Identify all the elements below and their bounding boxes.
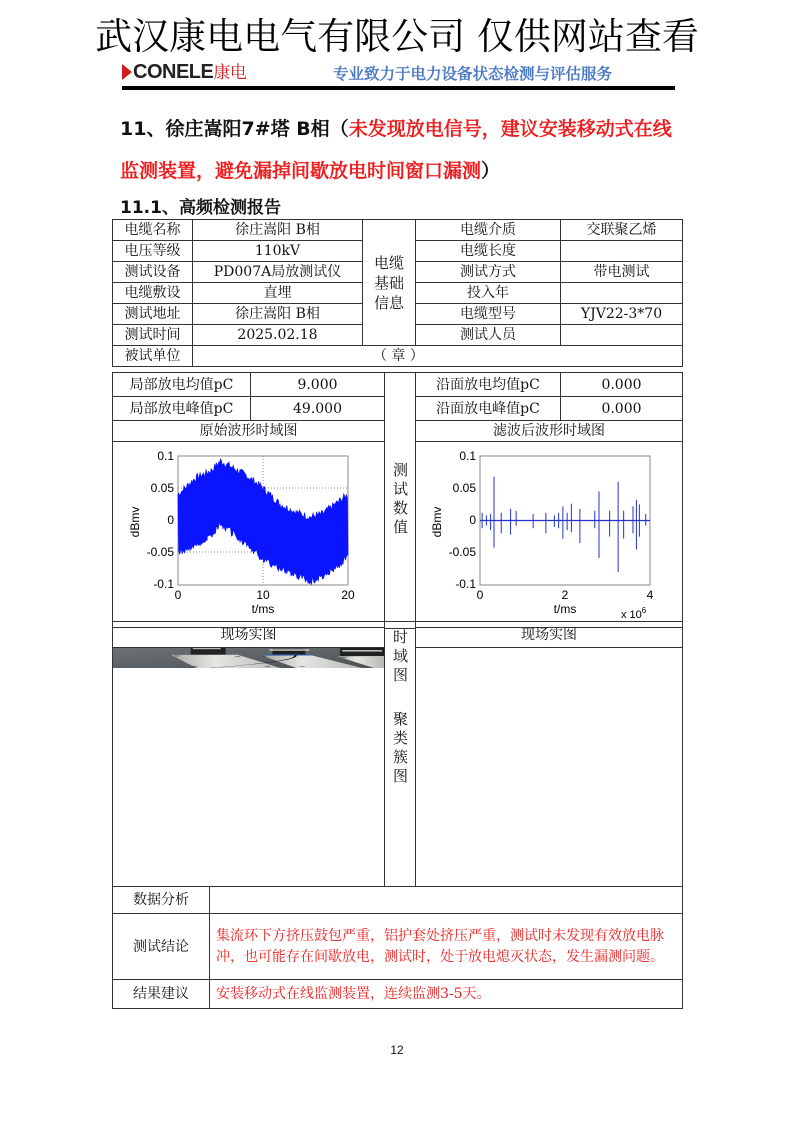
label-surface-peak: 沿面放电峰值pC bbox=[416, 397, 561, 421]
y-axis-label: dBmv bbox=[127, 506, 142, 538]
svg-text:0.05: 0.05 bbox=[452, 481, 476, 495]
value-data-analysis bbox=[210, 887, 683, 914]
value-cable-length bbox=[561, 241, 683, 262]
group-label: 电缆基础信息 bbox=[373, 253, 404, 312]
svg-text:-0.05: -0.05 bbox=[448, 545, 476, 559]
svg-text:0: 0 bbox=[166, 513, 174, 527]
left-chart-cell bbox=[113, 442, 385, 628]
group-label-cell bbox=[363, 220, 416, 346]
value-pd-mean: 9.000 bbox=[251, 373, 385, 397]
svg-text:-0.1: -0.1 bbox=[152, 577, 174, 591]
raw-waveform-chart bbox=[114, 442, 384, 622]
label-tested-unit: 被试单位 bbox=[113, 346, 193, 367]
x-tick-labels bbox=[477, 588, 654, 602]
label-pd-peak: 局部放电峰值pC bbox=[113, 397, 251, 421]
test-values-table bbox=[112, 372, 683, 629]
section-title-end: ） bbox=[481, 160, 501, 182]
middle-label-cluster: 聚类簇图 bbox=[391, 711, 409, 787]
logo-triangle-icon bbox=[122, 64, 132, 80]
value-laying: 直埋 bbox=[193, 283, 363, 304]
label-test-time: 测试时间 bbox=[113, 325, 193, 346]
header-rule bbox=[122, 86, 675, 90]
svg-text:0.05: 0.05 bbox=[150, 481, 174, 495]
label-cable-length: 电缆长度 bbox=[416, 241, 561, 262]
company-logo bbox=[122, 58, 246, 84]
svg-text:2: 2 bbox=[561, 588, 569, 602]
svg-text:-0.1: -0.1 bbox=[455, 577, 476, 591]
label-conclusion: 测试结论 bbox=[113, 914, 210, 980]
y-tick-labels bbox=[146, 449, 174, 591]
right-chart-cell bbox=[416, 442, 683, 628]
value-pd-peak: 49.000 bbox=[251, 397, 385, 421]
photo-table bbox=[112, 621, 683, 887]
middle-label-cell-2 bbox=[385, 622, 416, 887]
svg-text:-0.05: -0.05 bbox=[146, 545, 174, 559]
site-photo bbox=[113, 648, 384, 668]
header-slogan: 专业致力于电力设备状态检测与评估服务 bbox=[333, 65, 613, 83]
analysis-table bbox=[112, 886, 683, 1009]
value-surface-peak: 0.000 bbox=[561, 397, 683, 421]
filtered-waveform-chart bbox=[416, 442, 682, 622]
label-test-address: 测试地址 bbox=[113, 304, 193, 325]
basic-info-table bbox=[112, 219, 683, 367]
logo-cn: 康电 bbox=[213, 63, 247, 83]
svg-text:0: 0 bbox=[174, 588, 181, 602]
value-cable-model: YJV22-3*70 bbox=[561, 304, 683, 325]
section-title-red: 未发现放电信号，建议安装移动式在线监测装置，避免漏掉间歇放电时间窗口漏测 bbox=[120, 118, 672, 182]
left-photo-title: 现场实图 bbox=[113, 622, 385, 648]
y-axis-label: dBmv bbox=[430, 506, 444, 538]
x-axis-label: t/ms bbox=[251, 602, 274, 616]
value-test-time: 2025.02.18 bbox=[193, 325, 363, 346]
svg-text:0.1: 0.1 bbox=[156, 449, 174, 463]
label-tester: 测试人员 bbox=[416, 325, 561, 346]
value-surface-mean: 0.000 bbox=[561, 373, 683, 397]
middle-label-cell-1 bbox=[385, 373, 416, 629]
middle-label-test-values: 测试数值 bbox=[391, 462, 409, 539]
value-install-year bbox=[561, 283, 683, 304]
left-chart-title: 原始波形时域图 bbox=[113, 421, 385, 442]
page-number: 12 bbox=[390, 1043, 404, 1057]
value-test-device: PD007A局放测试仪 bbox=[193, 262, 363, 283]
label-install-year: 投入年 bbox=[416, 283, 561, 304]
label-test-device: 测试设备 bbox=[113, 262, 193, 283]
svg-text:0: 0 bbox=[476, 588, 484, 602]
right-photo-title: 现场实图 bbox=[416, 622, 683, 648]
left-photo-cell bbox=[113, 648, 385, 887]
svg-text:20: 20 bbox=[340, 588, 355, 602]
middle-label-time-domain: 时域图 bbox=[391, 628, 409, 686]
y-tick-labels bbox=[449, 449, 477, 591]
value-conclusion: 集流环下方挤压鼓包严重，铝护套处挤压严重，测试时未发现有效放电脉冲，也可能存在间歇放电，测试时，处于放电熄灭状态，发生漏测问题。 bbox=[210, 914, 683, 980]
label-cable-medium: 电缆介质 bbox=[416, 220, 561, 241]
section-title bbox=[120, 108, 680, 192]
label-data-analysis: 数据分析 bbox=[113, 887, 210, 914]
svg-text:0: 0 bbox=[469, 513, 476, 527]
svg-text:4: 4 bbox=[646, 588, 654, 602]
logo-text: CONELE bbox=[133, 61, 214, 83]
right-photo-cell bbox=[416, 648, 683, 887]
label-surface-mean: 沿面放电均值pC bbox=[416, 373, 561, 397]
value-test-method: 带电测试 bbox=[561, 262, 683, 283]
value-voltage: 110kV bbox=[193, 241, 363, 262]
svg-text:0.1: 0.1 bbox=[459, 449, 476, 463]
value-tester bbox=[561, 325, 683, 346]
watermark-text: 武汉康电电气有限公司 仅供网站查看 bbox=[95, 15, 699, 58]
label-pd-mean: 局部放电均值pC bbox=[113, 373, 251, 397]
label-laying: 电缆敷设 bbox=[113, 283, 193, 304]
label-voltage: 电压等级 bbox=[113, 241, 193, 262]
svg-text:10: 10 bbox=[255, 588, 270, 602]
x-tick-labels bbox=[174, 588, 354, 602]
section-subtitle: 11.1、高频检测报告 bbox=[120, 198, 281, 218]
section-title-black: 11、徐庄嵩阳7#塔 B相（ bbox=[120, 118, 349, 140]
value-tested-unit: （ 章 ） bbox=[193, 346, 683, 367]
value-suggestion: 安装移动式在线监测装置，连续监测3-5天。 bbox=[210, 980, 683, 1009]
label-suggestion: 结果建议 bbox=[113, 980, 210, 1009]
right-chart-title: 滤波后波形时域图 bbox=[416, 421, 683, 442]
value-cable-name: 徐庄嵩阳 B相 bbox=[193, 220, 363, 241]
label-cable-name: 电缆名称 bbox=[113, 220, 193, 241]
x-axis-label: t/ms bbox=[553, 602, 577, 616]
label-cable-model: 电缆型号 bbox=[416, 304, 561, 325]
x-multiplier: x $10^6$ bbox=[621, 606, 647, 621]
value-test-address: 徐庄嵩阳 B相 bbox=[193, 304, 363, 325]
label-test-method: 测试方式 bbox=[416, 262, 561, 283]
value-cable-medium: 交联聚乙烯 bbox=[561, 220, 683, 241]
